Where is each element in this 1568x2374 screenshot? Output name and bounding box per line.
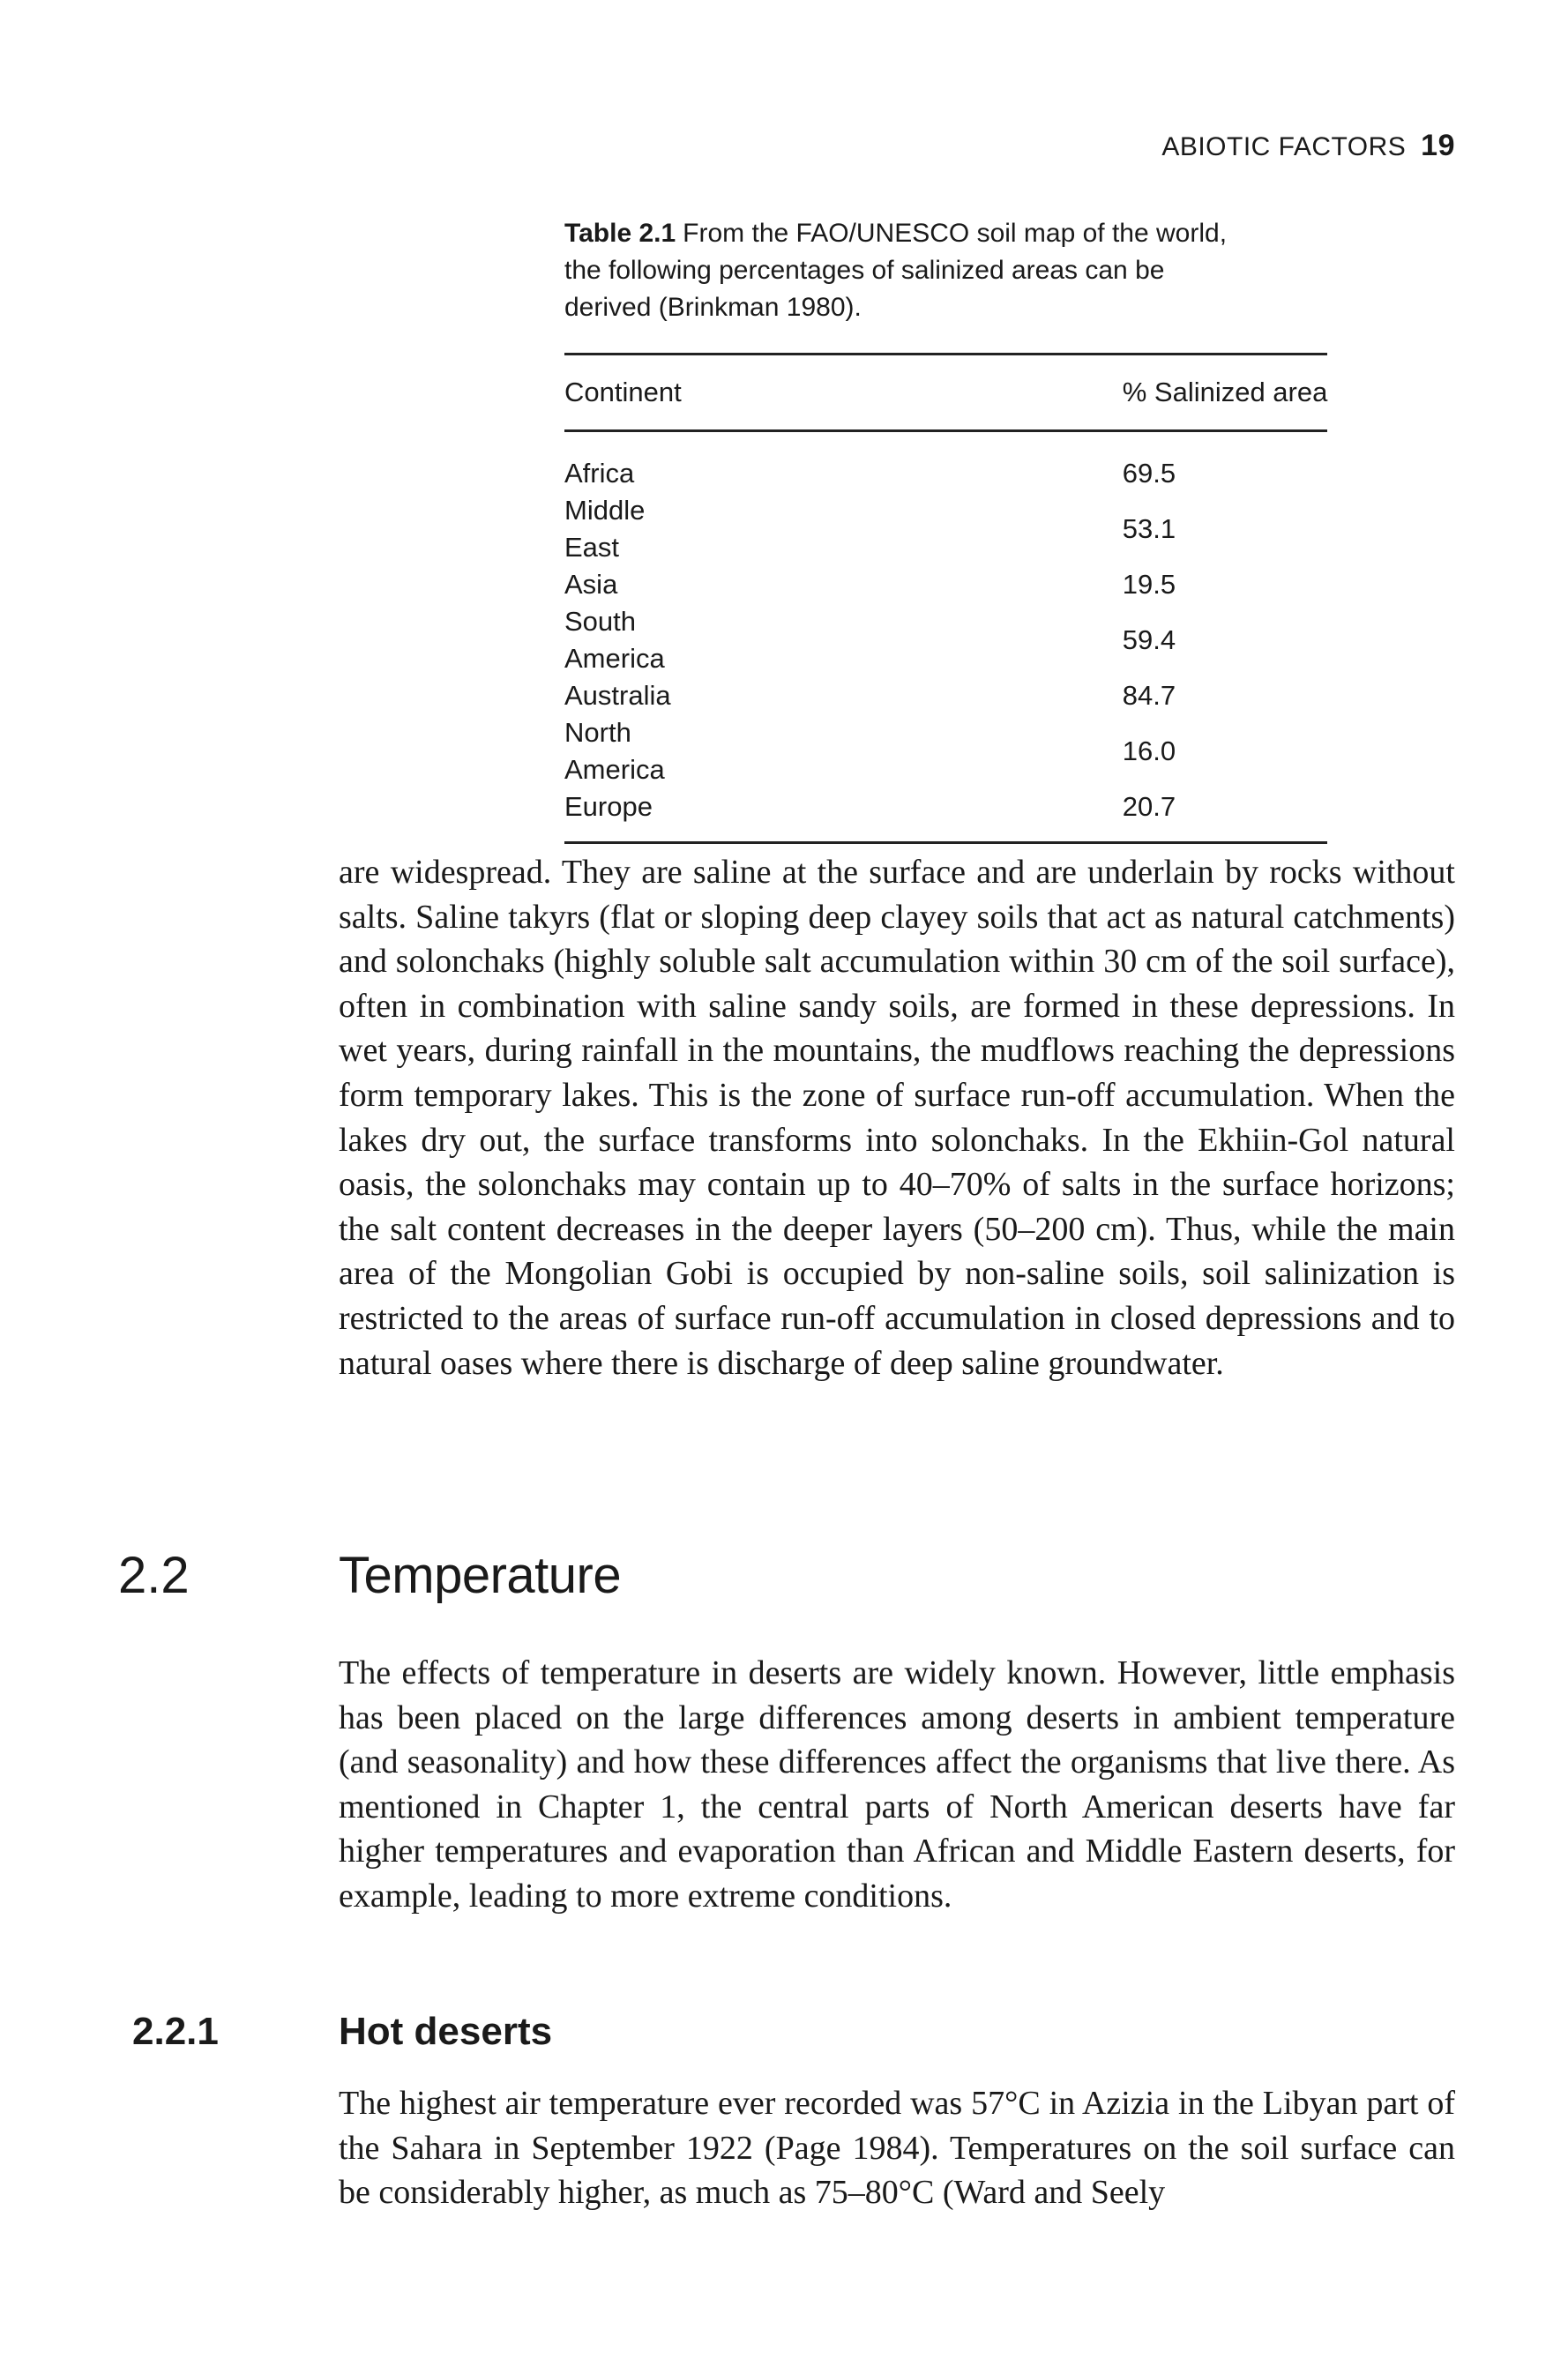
section-number: 2.2	[118, 1547, 190, 1604]
table-caption-label: Table 2.1	[564, 219, 676, 248]
continent-cell: Europe	[564, 791, 653, 822]
continent-cell: South America	[564, 606, 665, 674]
continent-cell: Africa	[564, 458, 635, 489]
salinized-area-table	[564, 353, 1327, 844]
table-caption	[564, 215, 1228, 326]
table-header-row	[564, 355, 1327, 431]
subsection-title: Hot deserts	[339, 2010, 553, 2053]
column-header-salinized-area: % Salinized area	[1122, 377, 1328, 407]
continent-cell: Asia	[564, 569, 618, 600]
salinized-value-cell: 59.4	[1122, 624, 1176, 655]
paragraph-hot-deserts: The highest air temperature ever recorded was 57°C in Azizia in the Libyan part of the Sahara in September 1922 (Page 1984). Temperatures on the soil surface can be considerably higher, as much as 75–80°C (Ward and Seely	[339, 2085, 1455, 2212]
continent-cell: Australia	[564, 680, 671, 711]
table-2-1	[564, 215, 1328, 844]
paragraph-continued: are widespread. They are saline at the surface and are underlain by rocks without salts. Saline takyrs (flat or sloping deep clayey soils that act as natural catchments) and solonchaks (highly soluble salt accumulation within 30 cm of the soil surface), often in combination with saline sandy soils, are formed in these depressions. In wet years, during rainfall in the mountains, the mudflows reaching the depressions form temporary lakes. This is the zone of surface run-off accumulation. When the lakes dry out, the surface transforms into solonchaks. In the Ekhiin-Gol natural oasis, the solonchaks may contain up to 40–70% of salts in the surface horizons; the salt content decreases in the deeper layers (50–200 cm). Thus, while the main area of the Mongolian Gobi is occupied by non-saline soils, soil salinization is restricted to the areas of surface run-off accumulation in closed depressions and to natural oases where there is discharge of deep saline groundwater.	[339, 854, 1455, 1382]
salinized-value-cell: 16.0	[1122, 735, 1176, 766]
running-head-section: ABIOTIC FACTORS	[1161, 132, 1407, 161]
salinized-value-cell: 20.7	[1122, 791, 1176, 822]
table-row	[564, 677, 1327, 714]
subsection-number: 2.2.1	[132, 2010, 219, 2053]
continent-cell: Middle East	[564, 495, 646, 563]
column-header-continent: Continent	[564, 377, 682, 407]
table-row	[564, 788, 1327, 843]
paragraph-temperature-intro: The effects of temperature in deserts are widely known. However, little emphasis has been placed on the large differences among deserts in ambient temperature (and seasonality) and how these differences affect the organisms that live there. As mentioned in Chapter 1, the central parts of North American deserts have far higher temperatures and evaporation than African and Middle Eastern deserts, for example, leading to more extreme conditions.	[339, 1654, 1455, 1915]
table-caption-text: From the FAO/UNESCO soil map of the world, the following percentages of salinized areas can be derived (Brinkman 1980).	[564, 219, 1228, 322]
page-number: 19	[1421, 129, 1455, 162]
table-row	[564, 492, 1327, 566]
salinized-value-cell: 69.5	[1122, 458, 1176, 489]
table-row	[564, 603, 1327, 677]
table-row	[564, 431, 1327, 493]
table-row	[564, 714, 1327, 788]
salinized-value-cell: 84.7	[1122, 680, 1176, 711]
continent-cell: North America	[564, 717, 665, 785]
salinized-value-cell: 19.5	[1122, 569, 1176, 600]
running-head	[970, 129, 1455, 163]
section-title: Temperature	[339, 1547, 622, 1604]
salinized-value-cell: 53.1	[1122, 513, 1176, 544]
table-row	[564, 566, 1327, 603]
